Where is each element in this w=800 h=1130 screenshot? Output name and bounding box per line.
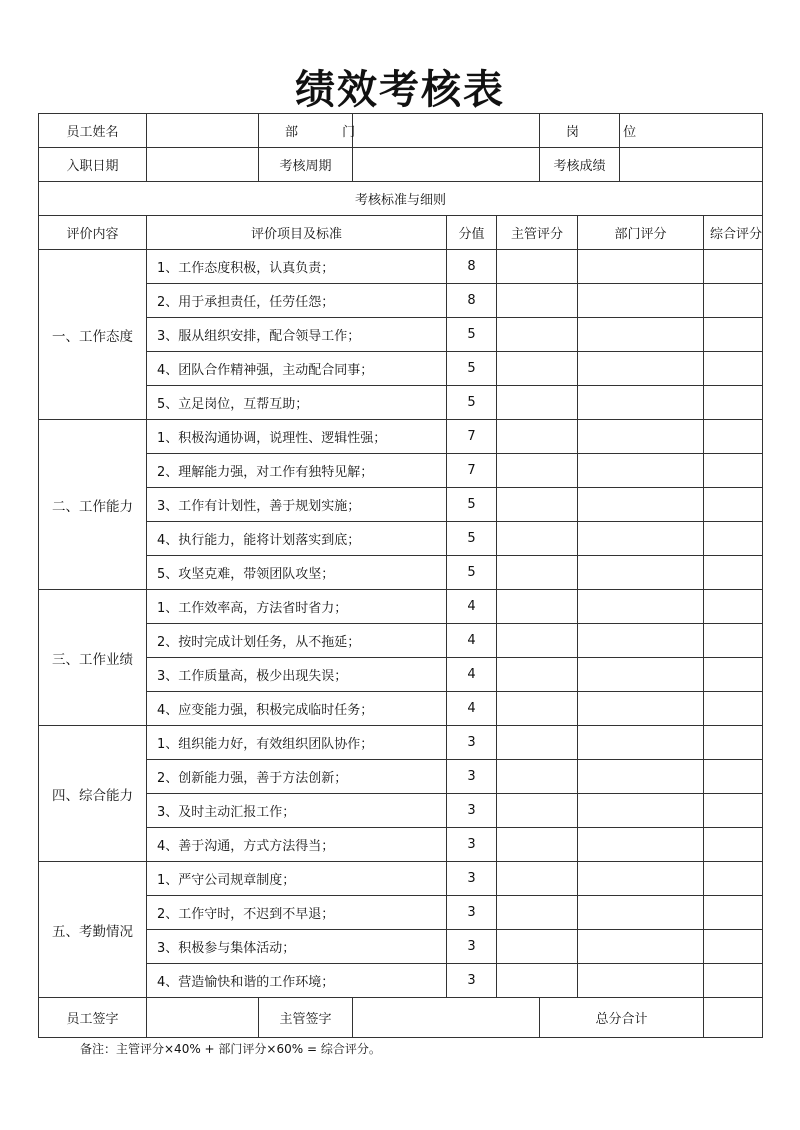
criteria-item: 4、营造愉快和谐的工作环境； [147, 964, 447, 998]
criteria-item: 2、按时完成计划任务，从不拖延； [147, 624, 447, 658]
score-value: 3 [447, 862, 497, 896]
criteria-item: 3、工作质量高，极少出现失误； [147, 658, 447, 692]
table-row [39, 590, 763, 624]
criteria-item: 1、严守公司规章制度； [147, 862, 447, 896]
header-items: 评价项目及标准 [147, 216, 447, 250]
result-field[interactable] [620, 148, 763, 182]
score-value: 3 [447, 930, 497, 964]
dept-score-cell[interactable] [578, 624, 704, 658]
score-value: 3 [447, 726, 497, 760]
overall-score-cell[interactable] [704, 930, 763, 964]
result-label: 考核成绩 [540, 148, 620, 182]
table-row [39, 896, 763, 930]
score-value: 3 [447, 794, 497, 828]
employee-sign-label: 员工签字 [39, 998, 147, 1038]
score-value: 5 [447, 318, 497, 352]
overall-score-cell[interactable] [704, 760, 763, 794]
dept-score-cell[interactable] [578, 250, 704, 284]
table-row [39, 352, 763, 386]
manager-score-cell[interactable] [497, 284, 578, 318]
category-label: 三、工作业绩 [39, 590, 147, 726]
name-label: 员工姓名 [39, 114, 147, 148]
header-content: 评价内容 [39, 216, 147, 250]
header-dept: 部门评分 [578, 216, 704, 250]
overall-score-cell[interactable] [704, 692, 763, 726]
overall-score-cell[interactable] [704, 250, 763, 284]
score-value: 7 [447, 420, 497, 454]
manager-score-cell[interactable] [497, 862, 578, 896]
overall-score-cell[interactable] [704, 624, 763, 658]
score-value: 8 [447, 250, 497, 284]
score-value: 5 [447, 556, 497, 590]
manager-score-cell[interactable] [497, 794, 578, 828]
dept-score-cell[interactable] [578, 726, 704, 760]
manager-score-cell[interactable] [497, 828, 578, 862]
manager-score-cell[interactable] [497, 488, 578, 522]
table-row [39, 318, 763, 352]
category-label: 五、考勤情况 [39, 862, 147, 998]
total-field[interactable] [704, 998, 763, 1038]
criteria-item: 3、及时主动汇报工作； [147, 794, 447, 828]
criteria-item: 3、工作有计划性，善于规划实施； [147, 488, 447, 522]
overall-score-cell[interactable] [704, 794, 763, 828]
manager-score-cell[interactable] [497, 658, 578, 692]
date-field[interactable] [147, 148, 259, 182]
header-overall: 综合评分 [704, 216, 763, 250]
category-label: 二、工作能力 [39, 420, 147, 590]
score-value: 5 [447, 386, 497, 420]
score-value: 5 [447, 352, 497, 386]
manager-score-cell[interactable] [497, 386, 578, 420]
score-value: 3 [447, 896, 497, 930]
overall-score-cell[interactable] [704, 658, 763, 692]
criteria-item: 3、积极参与集体活动； [147, 930, 447, 964]
dept-score-cell[interactable] [578, 454, 704, 488]
post-label: 岗 位 [540, 114, 620, 148]
dept-field[interactable] [353, 114, 540, 148]
dept-score-cell[interactable] [578, 318, 704, 352]
criteria-item: 5、攻坚克难，带领团队攻坚； [147, 556, 447, 590]
overall-score-cell[interactable] [704, 862, 763, 896]
criteria-item: 4、应变能力强，积极完成临时任务； [147, 692, 447, 726]
footnote: 备注：主管评分×40% + 部门评分×60% = 综合评分。 [80, 1042, 381, 1056]
table-row [39, 964, 763, 998]
section-row [39, 182, 763, 216]
dept-score-cell[interactable] [578, 488, 704, 522]
criteria-item: 1、工作效率高，方法省时省力； [147, 590, 447, 624]
manager-score-cell[interactable] [497, 556, 578, 590]
manager-score-cell[interactable] [497, 760, 578, 794]
dept-score-cell[interactable] [578, 760, 704, 794]
overall-score-cell[interactable] [704, 556, 763, 590]
signature-row [39, 998, 763, 1038]
score-value: 5 [447, 522, 497, 556]
dept-score-cell[interactable] [578, 386, 704, 420]
criteria-item: 4、善于沟通，方式方法得当； [147, 828, 447, 862]
name-field[interactable] [147, 114, 259, 148]
score-value: 4 [447, 658, 497, 692]
table-row [39, 930, 763, 964]
table-row [39, 658, 763, 692]
dept-score-cell[interactable] [578, 522, 704, 556]
criteria-item: 2、理解能力强，对工作有独特见解； [147, 454, 447, 488]
dept-score-cell[interactable] [578, 352, 704, 386]
criteria-item: 1、工作态度积极，认真负责； [147, 250, 447, 284]
overall-score-cell[interactable] [704, 284, 763, 318]
criteria-item: 5、立足岗位，互帮互助； [147, 386, 447, 420]
employee-sign-field[interactable] [147, 998, 259, 1038]
table-row [39, 760, 763, 794]
dept-score-cell[interactable] [578, 420, 704, 454]
overall-score-cell[interactable] [704, 828, 763, 862]
manager-score-cell[interactable] [497, 726, 578, 760]
dept-score-cell[interactable] [578, 964, 704, 998]
category-label: 四、综合能力 [39, 726, 147, 862]
overall-score-cell[interactable] [704, 420, 763, 454]
manager-score-cell[interactable] [497, 930, 578, 964]
dept-score-cell[interactable] [578, 862, 704, 896]
score-value: 7 [447, 454, 497, 488]
manager-score-cell[interactable] [497, 318, 578, 352]
dept-score-cell[interactable] [578, 556, 704, 590]
header-score: 分值 [447, 216, 497, 250]
criteria-item: 3、服从组织安排，配合领导工作； [147, 318, 447, 352]
dept-score-cell[interactable] [578, 794, 704, 828]
overall-score-cell[interactable] [704, 352, 763, 386]
table-row [39, 420, 763, 454]
manager-score-cell[interactable] [497, 522, 578, 556]
manager-sign-label: 主管签字 [259, 998, 353, 1038]
manager-score-cell[interactable] [497, 454, 578, 488]
dept-score-cell[interactable] [578, 930, 704, 964]
table-row [39, 386, 763, 420]
header-manager: 主管评分 [497, 216, 578, 250]
manager-score-cell[interactable] [497, 964, 578, 998]
overall-score-cell[interactable] [704, 454, 763, 488]
criteria-item: 4、执行能力，能将计划落实到底； [147, 522, 447, 556]
category-label: 一、工作态度 [39, 250, 147, 420]
section-title: 考核标准与细则 [39, 182, 763, 216]
overall-score-cell[interactable] [704, 964, 763, 998]
table-row [39, 692, 763, 726]
period-label: 考核周期 [259, 148, 353, 182]
date-label: 入职日期 [39, 148, 147, 182]
overall-score-cell[interactable] [704, 726, 763, 760]
manager-sign-field[interactable] [353, 998, 540, 1038]
score-value: 3 [447, 828, 497, 862]
table-row [39, 284, 763, 318]
manager-score-cell[interactable] [497, 590, 578, 624]
info-row-2 [39, 148, 763, 182]
dept-score-cell[interactable] [578, 658, 704, 692]
overall-score-cell[interactable] [704, 590, 763, 624]
total-label: 总分合计 [540, 998, 704, 1038]
table-row [39, 726, 763, 760]
manager-score-cell[interactable] [497, 692, 578, 726]
manager-score-cell[interactable] [497, 352, 578, 386]
table-row [39, 454, 763, 488]
dept-score-cell[interactable] [578, 896, 704, 930]
table-row [39, 862, 763, 896]
table-row [39, 794, 763, 828]
criteria-item: 1、积极沟通协调，说理性、逻辑性强； [147, 420, 447, 454]
score-value: 4 [447, 692, 497, 726]
table-row [39, 624, 763, 658]
page-title: 绩效考核表 [295, 67, 505, 113]
dept-score-cell[interactable] [578, 590, 704, 624]
manager-score-cell[interactable] [497, 420, 578, 454]
score-value: 5 [447, 488, 497, 522]
table-row [39, 828, 763, 862]
table-row [39, 556, 763, 590]
score-value: 8 [447, 284, 497, 318]
criteria-item: 2、工作守时，不迟到不早退； [147, 896, 447, 930]
score-value: 4 [447, 590, 497, 624]
info-row-1 [39, 114, 763, 148]
score-value: 4 [447, 624, 497, 658]
dept-score-cell[interactable] [578, 692, 704, 726]
manager-score-cell[interactable] [497, 250, 578, 284]
dept-score-cell[interactable] [578, 828, 704, 862]
overall-score-cell[interactable] [704, 488, 763, 522]
criteria-item: 2、用于承担责任，任劳任怨； [147, 284, 447, 318]
appraisal-table [38, 113, 763, 1038]
criteria-item: 1、组织能力好，有效组织团队协作； [147, 726, 447, 760]
table-row [39, 250, 763, 284]
table-row [39, 522, 763, 556]
score-value: 3 [447, 760, 497, 794]
overall-score-cell[interactable] [704, 522, 763, 556]
criteria-item: 2、创新能力强，善于方法创新； [147, 760, 447, 794]
period-field[interactable] [353, 148, 540, 182]
table-row [39, 488, 763, 522]
dept-score-cell[interactable] [578, 284, 704, 318]
overall-score-cell[interactable] [704, 896, 763, 930]
manager-score-cell[interactable] [497, 896, 578, 930]
manager-score-cell[interactable] [497, 624, 578, 658]
header-row [39, 216, 763, 250]
dept-label: 部 门 [259, 114, 353, 148]
overall-score-cell[interactable] [704, 386, 763, 420]
criteria-item: 4、团队合作精神强，主动配合同事； [147, 352, 447, 386]
score-value: 3 [447, 964, 497, 998]
overall-score-cell[interactable] [704, 318, 763, 352]
